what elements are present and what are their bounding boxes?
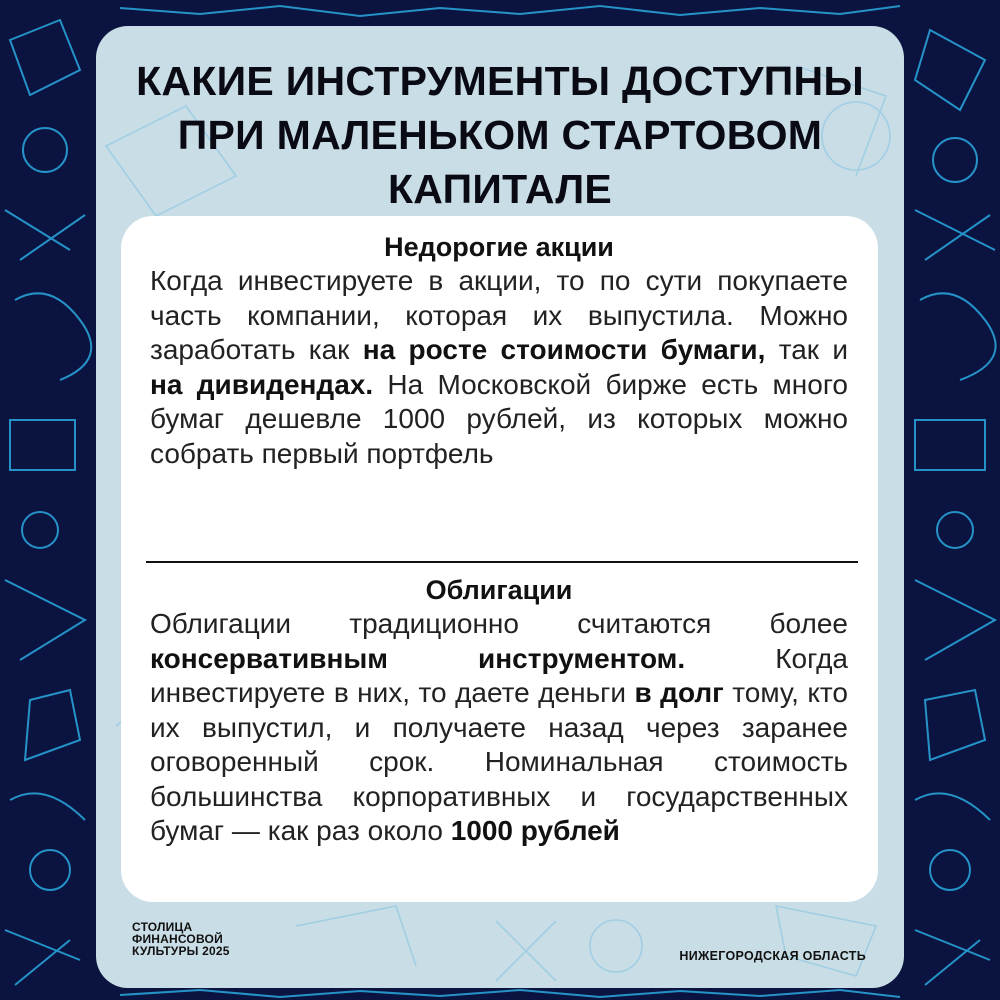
stocks-text-part: Когда инвестируете в акции, то по сути покупаете часть компании, которая их выпустила. Можно заработать как [150,265,848,365]
bonds-text-bold: консервативным инструментом. [150,642,686,674]
stocks-text-part: На Московской бирже есть много бумаг дешевле 1000 рублей, из которых можно собрать первый портфель [150,368,848,469]
footer-logo-text [132,921,230,957]
page-title-line: КАКИЕ ИНСТРУМЕНТЫ ДОСТУПНЫ [136,58,864,104]
bonds-text-bold: 1000 рублей [450,815,620,846]
footer-region: НИЖЕГОРОДСКАЯ ОБЛАСТЬ [679,949,866,963]
bonds-heading: Облигации [425,575,573,605]
page-title-line: ПРИ МАЛЕНЬКОМ СТАРТОВОМ [177,112,823,158]
stocks-section [150,230,848,471]
bonds-text-part: тому, кто их выпустил, и получаете назад через заранее оговоренный срок. Номинальная стоимость большинства корпоративных и государственных бумаг — как раз около [150,677,849,846]
stocks-heading: Недорогие акции [384,232,614,262]
section-divider [146,561,858,563]
content-card [121,216,878,902]
footer-logo-line: ФИНАНСОВОЙ [132,932,223,946]
footer-logo-line: КУЛЬТУРЫ 2025 [132,944,230,958]
bonds-text-part: Облигации традиционно считаются более [150,608,848,639]
outer-card [96,26,904,988]
stocks-text-bold: на росте стоимости бумаги, [362,334,766,365]
bonds-text [150,607,848,849]
stocks-text-part: так и [765,334,848,365]
stocks-text-bold: на дивидендах. [150,368,374,400]
bonds-text-bold: в долг [634,677,724,708]
bonds-text-part: Когда инвестируете в них, то даете деньги [150,642,848,708]
page-title-line: КАПИТАЛЕ [387,166,613,212]
bonds-section [150,573,848,849]
page-title [96,54,904,216]
stocks-text [150,264,848,471]
footer-logo-line: СТОЛИЦА [132,920,193,934]
